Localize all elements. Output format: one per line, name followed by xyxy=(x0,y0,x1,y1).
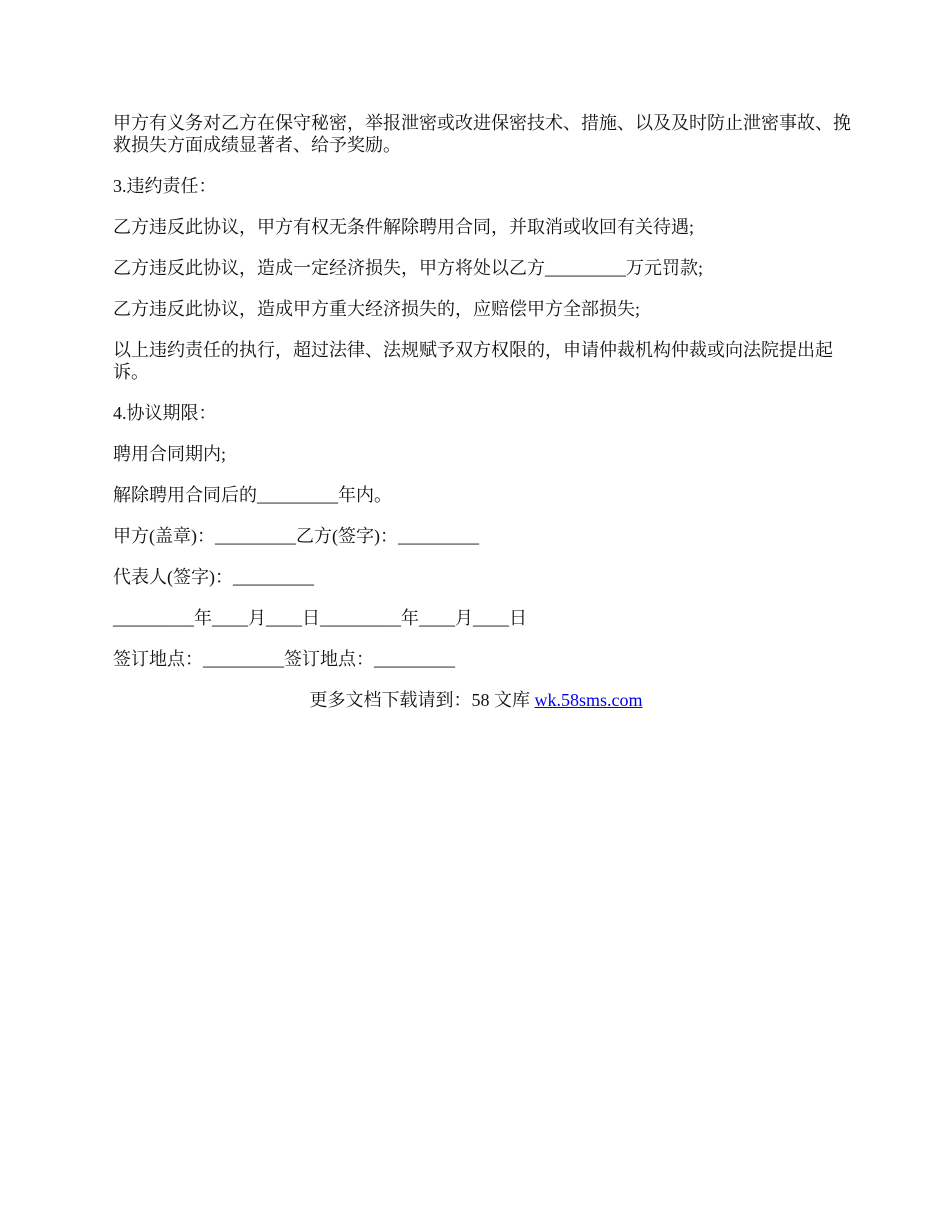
paragraph-reward: 甲方有义务对乙方在保守秘密，举报泄密或改进保密技术、措施、以及及时防止泄密事故、挽救损失方面成绩显著者、给予奖励。 xyxy=(113,113,851,155)
footer-text: 更多文档下载请到：58 文库 xyxy=(309,690,535,710)
paragraph-compensation: 乙方违反此协议，造成甲方重大经济损失的，应赔偿甲方全部损失; xyxy=(113,299,640,319)
section-heading-term: 4.协议期限： xyxy=(113,403,217,423)
signature-representative: 代表人(签字)：_________ xyxy=(113,567,314,587)
footer-link[interactable]: wk.58sms.com xyxy=(534,690,643,710)
signature-parties: 甲方(盖章)：_________乙方(签字)：_________ xyxy=(113,526,479,546)
paragraph-arbitration: 以上违约责任的执行，超过法律、法规赋予双方权限的，申请仲裁机构仲裁或向法院提出起诉。 xyxy=(113,340,833,382)
paragraph-terminate-contract: 乙方违反此协议，甲方有权无条件解除聘用合同，并取消或收回有关待遇; xyxy=(113,217,694,237)
footer-download-note xyxy=(113,689,858,711)
paragraph-fine: 乙方违反此协议，造成一定经济损失，甲方将处以乙方_________万元罚款; xyxy=(113,258,703,278)
paragraph-term-after: 解除聘用合同后的_________年内。 xyxy=(113,485,392,505)
paragraph-term-during: 聘用合同期内; xyxy=(113,444,227,464)
signature-locations: 签订地点：_________签订地点：_________ xyxy=(113,649,455,669)
signature-dates: _________年____月____日_________年____月____日 xyxy=(113,608,527,628)
section-heading-liability: 3.违约责任： xyxy=(113,176,217,196)
